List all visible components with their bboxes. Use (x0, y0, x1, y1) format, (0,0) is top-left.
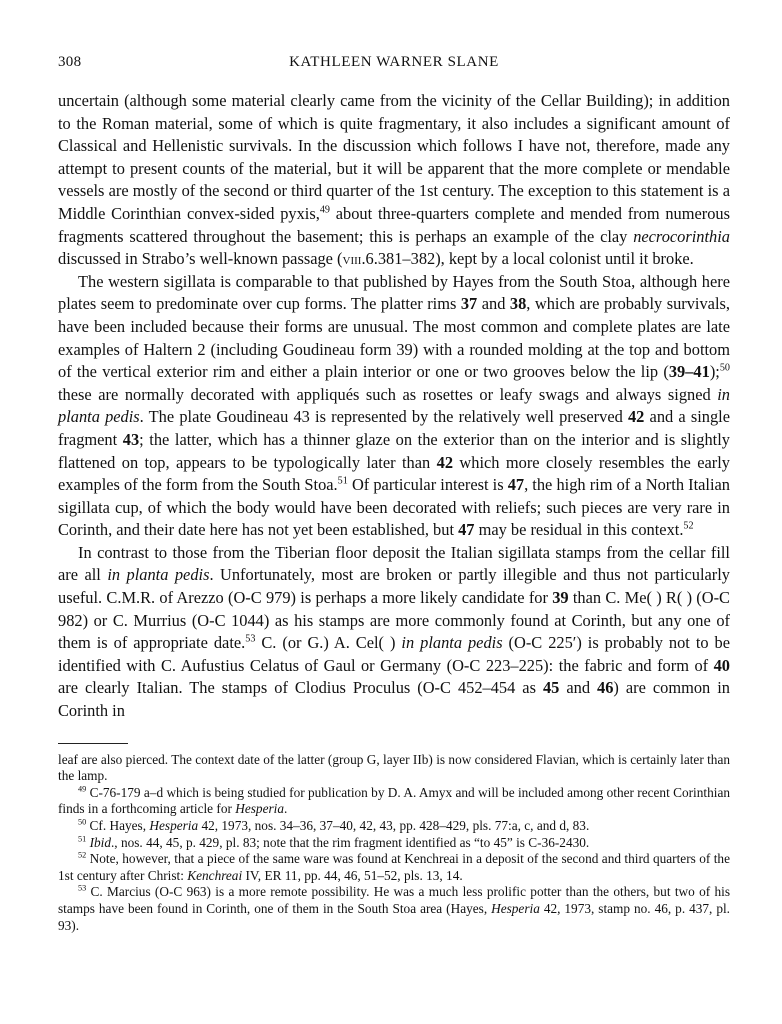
footnote-ref-50: 50 (719, 362, 730, 374)
footnotes (58, 752, 730, 935)
page (58, 54, 730, 934)
catalog-ref: 43 (122, 429, 140, 449)
catalog-ref: 42 (436, 452, 454, 472)
catalog-ref: 37 (460, 294, 478, 314)
footnote-49: $^{49}$ C-76-179 a–d which is being studied for publication by D. A. Amyx and will be included among other recent Corinthian finds in a forthcoming article for Hesperia. (58, 784, 730, 817)
footnote-53: $^{53}$ C. Marcius (O-C 963) is a more remote possibility. He was a much less prolific potter than the others, but two of his stamps have been found in Corinth, one of them in the South Stoa area (Hayes, Hesperia 42, 1973, stamp no. 46, p. 437, pl. 93). (58, 883, 730, 933)
catalog-ref: 42 (627, 407, 645, 427)
footnote-ref-49: 49 (319, 204, 330, 216)
paragraph-2: The western sigillata is comparable to that published by Hayes from the South Stoa, although here plates seem to predominate over cup forms. The platter rims 37 and 38, which are probably survivals, have been included because their forms are unusual. The most common and complete plates are late examples of Haltern 2 (including Goudineau form 39) with a rounded molding at the top and bottom of the vertical exterior rim and either a plain interior or one or two grooves below the lip (39–41);$^{50}$ these are normally decorated with appliqués such as rosettes or leafy swags and always signed in planta pedis. The plate Goudineau 43 is represented by the relatively well preserved 42 and a single fragment 43; the latter, which has a thinner glaze on the exterior than on the interior and is slightly flattened on top, appears to be typologically later than 42 which more closely resembles the early examples of the form from the South Stoa.$^{51}$ Of particular interest is 47, the high rim of a North Italian sigillata cup, of which the body would have been decorated with reliefs; such pieces are very rare in Corinth, and their date here has not yet been established, but 47 may be residual in this context.$^{52}$ (58, 271, 730, 540)
footnote-ref-51: 51 (337, 475, 348, 487)
footnote-divider (58, 743, 128, 744)
footnote-ref-52: 52 (683, 520, 694, 532)
footnote-52: $^{52}$ Note, however, that a piece of the same ware was found at Kenchreai in a deposit of the second and third quarters of the 1st century after Christ: Kenchreai IV, ER 11, pp. 44, 46, 51–52, pls. 13, 14. (58, 850, 730, 883)
running-title: KATHLEEN WARNER SLANE (289, 54, 499, 70)
catalog-ref: 47 (507, 475, 525, 495)
catalog-ref: 39 (552, 588, 569, 608)
running-header (58, 54, 730, 76)
footnote-51: $^{51}$ Ibid., nos. 44, 45, p. 429, pl. 83; note that the rim fragment identified as “to 45” is C-36-2430. (78, 834, 590, 850)
catalog-ref: 45 (542, 678, 560, 698)
footnote-continuation: leaf are also pierced. The context date of the latter (group G, layer IIb) is now considered Flavian, which is certainly later than the lamp. (58, 751, 730, 784)
paragraph-3: In contrast to those from the Tiberian floor deposit the Italian sigillata stamps from the cellar fill are all in planta pedis. Unfortunately, most are broken or partly illegible and thus not particularly useful. C.M.R. of Arezzo (O-C 979) is perhaps a more likely candidate for 39 than C. Me( ) R( ) (O-C 982) or C. Murrius (O-C 1044) as his stamps are more commonly found at Corinth, but any one of them is of appropriate date.$^{53}$ C. (or G.) A. Cel( ) in planta pedis (O-C 225′) is probably not to be identified with C. Aufustius Celatus of Gaul or Germany (O-C 223–225): the fabric and form of 40 are clearly Italian. The stamps of Clodius Proculus (O-C 452–454 as 45 and 46) are common in Corinth in (58, 542, 731, 721)
catalog-ref: 46 (597, 678, 614, 698)
catalog-ref: 47 (458, 520, 475, 540)
body-text (58, 90, 730, 723)
footnote-50: $^{50}$ Cf. Hayes, Hesperia 42, 1973, nos. 34–36, 37–40, 42, 43, pp. 428–429, pls. 77:a, c, and d, 83. (78, 817, 590, 833)
catalog-ref: 38 (509, 294, 527, 314)
catalog-ref: 40 (713, 655, 730, 675)
catalog-ref: 39–41 (668, 362, 710, 382)
footnote-ref-53: 53 (245, 633, 256, 645)
page-number: 308 (58, 54, 82, 70)
paragraph-1: uncertain (although some material clearly came from the vicinity of the Cellar Building); in addition to the Roman material, some of which is quite fragmentary, it also includes a significant amount of Classical and Hellenistic survivals. In the discussion which follows I have not, therefore, made any attempt to present counts of the material, but it will be apparent that the more complete or mendable vessels are mostly of the second or third quarter of the 1st century. The exception to this statement is a Middle Corinthian convex-sided pyxis,$^{49}$ about three-quarters complete and mended from numerous fragments scattered throughout the basement; this is perhaps an example of the clay necrocorinthia discussed in Strabo’s well-known passage (viii.6.381–382), kept by a local colonist until it broke. (58, 91, 730, 269)
